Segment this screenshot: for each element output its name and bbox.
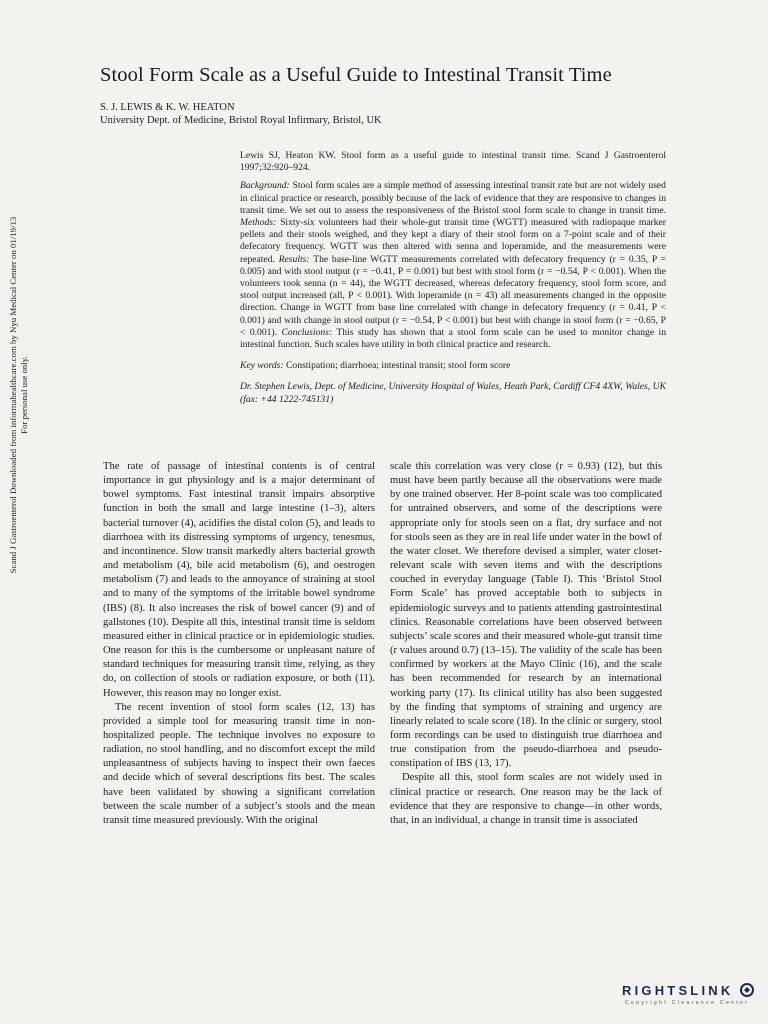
rightslink-logo-icon: [740, 983, 754, 997]
author-affiliation: University Dept. of Medicine, Bristol Royal Infirmary, Bristol, UK: [100, 115, 382, 126]
logo-tagline: Copyright Clearance Center: [625, 1000, 750, 1006]
abstract-body: [240, 180, 666, 351]
results-text: The base-line WGTT measurements correlated with defecatory frequency (r = 0.35, P = 0.005) and with stool output (r = −0.41, P = 0.001) but best with stool form (r = −0.54, P < 0.001). When the volunteers took senna (n = 44), the WGTT decreased, whereas defecatory frequency, stool form score, and stool output increased (all, P < 0.001). With loperamide (n = 43) all measurements changed in the opposite direction. Change in WGTT from base line correlated with change in defecatory frequency (r = 0.41, P < 0.001) and with change in stool output (r = −0.54, P < 0.001) but best with change in stool form (r = −0.65, P < 0.001).: [240, 253, 666, 338]
body-column-left: [103, 460, 375, 828]
paragraph: The rate of passage of intestinal contents is of central importance in gut physiology and is a major determinant of bowel symptoms. Fast intestinal transit impairs absorptive function in both the small and large intestine (1–3), alters bacterial turnover (4), acidifies the distal colon (5), and leads to diarrhoea with its distressing symptoms of urgency, tenesmus, and incontinence. Slow transit markedly alters bacterial growth and metabolism (4), bile acid metabolism (6), and oestrogen metabolism (7) and leads to the annoyance of straining at stool and to many of the symptoms of the irritable bowel syndrome (IBS) (8). It also increases the risk of bowel cancer (9) and of gallstones (10). Despite all this, intestinal transit time is seldom measured either in clinical practice or in epidemiologic studies. One reason for this is the cumbersome or unpleasant nature of standard techniques for measuring transit time, relying, as they do, on collection of stools or radiation exposure, or both (11). However, this reason may no longer exist.: [103, 461, 375, 699]
logo-wordmark: RIGHTSLINK: [622, 983, 734, 998]
abstract: [240, 150, 666, 406]
keywords: [240, 360, 666, 372]
background-text: Stool form scales are a simple method of assessing intestinal transit rate but are not widely used in clinical practice or research, possibly because of the lack of evidence that they are responsive to changes in transit time. We set out to assess the responsiveness of the Bristol stool form scale to change in transit time.: [240, 180, 666, 216]
article-title: Stool Form Scale as a Useful Guide to Intestinal Transit Time: [100, 64, 612, 86]
abstract-citation: Lewis SJ, Heaton KW. Stool form as a useful guide to intestinal transit time. Scand J Gastroenterol 1997;32:920–924.: [240, 150, 666, 174]
watermark-line-1: Scand J Gastroenterol Downloaded from informahealthcare.com by Nyu Medical Center on 01/19/13: [8, 216, 18, 574]
keywords-text: Constipation; diarrhoea; intestinal transit; stool form score: [286, 360, 511, 372]
conclusions-text: This study has shown that a stool form scale can be used to monitor change in intestinal function. Such scales have utility in both clinical practice and research.: [240, 326, 667, 351]
keywords-label: Key words:: [240, 360, 284, 372]
background-label: Background:: [240, 180, 290, 192]
paragraph: scale this correlation was very close (r = 0.93) (12), but this must have been partly because all the observations were made by one trained observer. Her 8-point scale was too complicated for untrained observers, and some of the descriptions were appropriate only for stools seen on a flat, dry surface and not for stools seen as they are in real life under water in the bowl of the water closet. We therefore devised a simpler, water closet-relevant scale with seven items and with the descriptions couched in everyday language (Table I). This ‘Bristol Stool Form Scale’ has proved acceptable both to subjects in epidemiologic surveys and to patients attending gastrointestinal clinics. Reasonable correlations have been observed between subjects’ scale scores and their measured whole-gut transit time (r values around 0.7) (13–15). The validity of the scale has been confirmed by workers at the Mayo Clinic (16), and the scale has been recommended for research by an international working party (17). Its clinical utility has also been suggested by the finding that symptoms of straining and urgency are linearly related to scale score (18). In the clinic or surgery, stool form recordings can be used to distinguish true diarrhoea and true constipation from the pseudo-diarrhoea and pseudo-constipation of IBS (13, 17).: [390, 461, 662, 770]
rightslink-logo: [622, 983, 762, 1013]
conclusions-label: Conclusions:: [281, 326, 333, 338]
download-watermark: [8, 5, 30, 785]
author-block: [100, 101, 660, 127]
paragraph: The recent invention of stool form scales (12, 13) has provided a simple tool for measuring transit time in non-hospitalized people. The technique involves no exposure to radiation, no stool handling, and no discomfort except the mild unpleasantness of subjects having to inspect their own faeces and decide which of several descriptions fits best. The scales have been validated by showing a significant correlation between the scale number of a subject’s stools and the mean transit time measured previously. With the original: [103, 701, 375, 826]
body-column-right: [390, 460, 662, 828]
results-label: Results:: [278, 253, 310, 265]
watermark-line-2: For personal use only.: [19, 356, 29, 434]
methods-label: Methods:: [240, 217, 277, 229]
paragraph: Despite all this, stool form scales are not widely used in clinical practice or research. One reason may be the lack of evidence that they are responsive to change—in other words, that, in an individual, a change in transit time is associated: [390, 772, 662, 826]
correspondence-text: Dr. Stephen Lewis, Dept. of Medicine, University Hospital of Wales, Heath Park, Cardiff CF4 4XW, Wales, UK (fax: +44 1222-745131): [240, 381, 666, 405]
correspondence: [240, 381, 666, 405]
author-names: S. J. LEWIS & K. W. HEATON: [100, 102, 235, 113]
methods-text: Sixty-six volunteers had their whole-gut transit time (WGTT) measured with radiopaque marker pellets and their stools weighed, and they kept a diary of their stool form on a 7-point scale and of their defecatory frequency. WGTT was then altered with senna and loperamide, and the measurements were repeated.: [240, 217, 666, 265]
